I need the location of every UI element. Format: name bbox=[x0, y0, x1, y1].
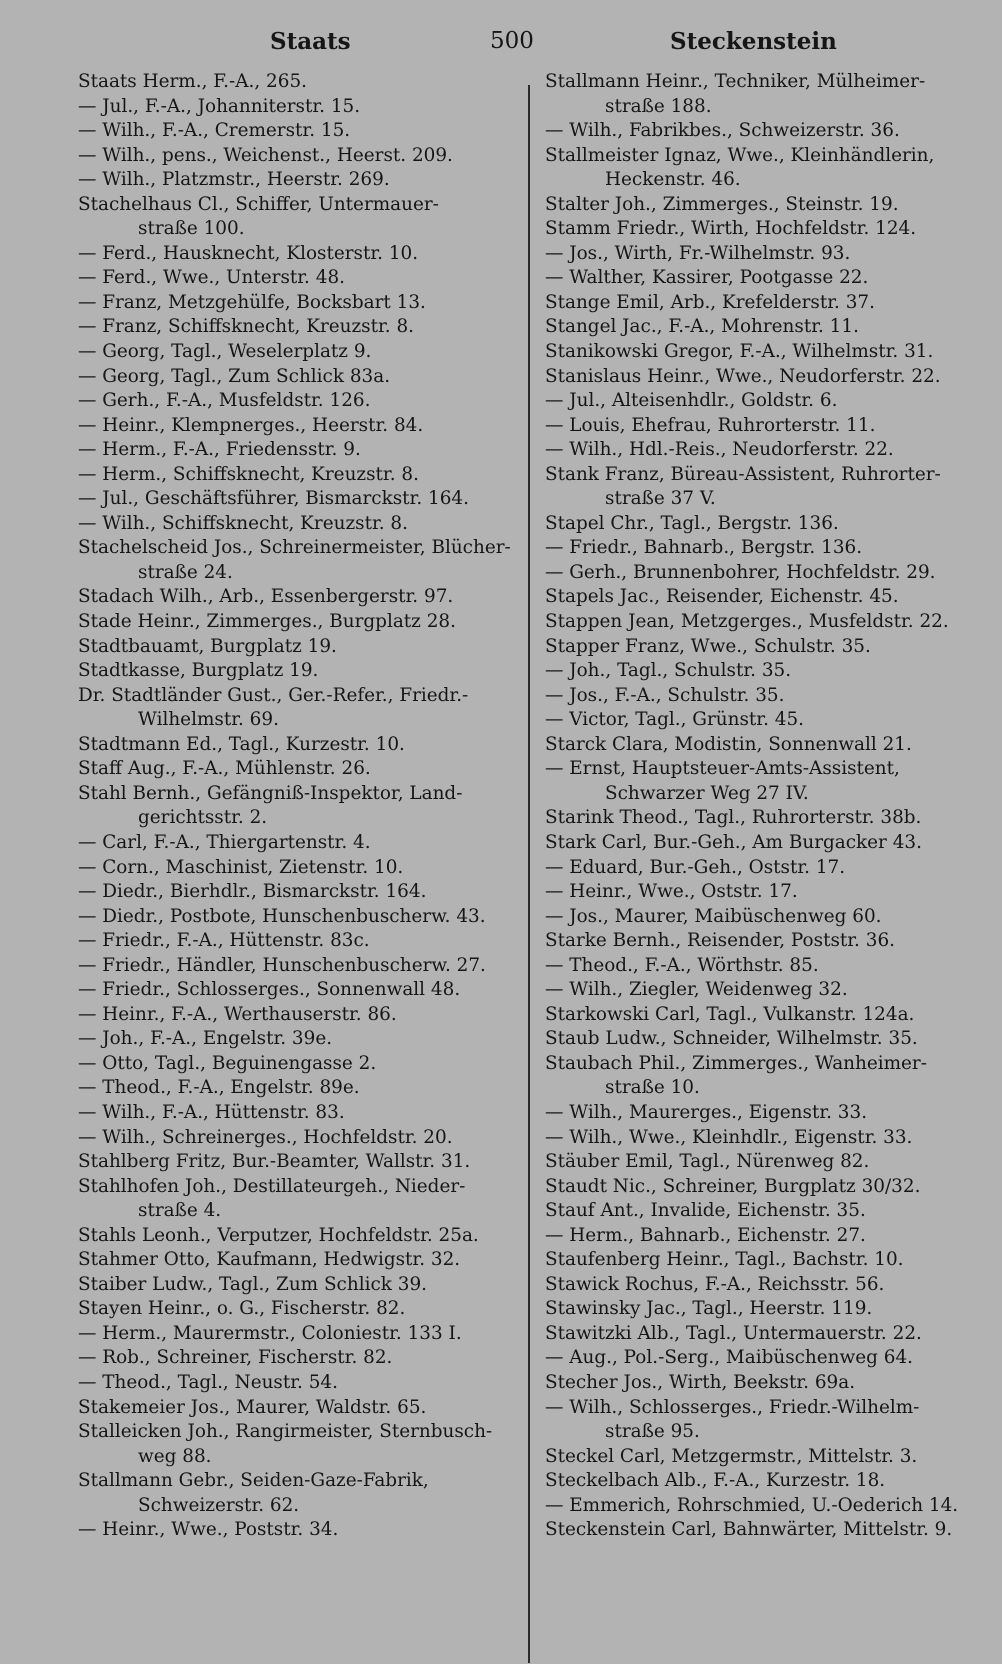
entry-line: Stauf Ant., Invalide, Eichenstr. 35. bbox=[545, 1200, 866, 1222]
entry-line: — Emmerich, Rohrschmied, U.-Oederich 14. bbox=[545, 1494, 959, 1516]
directory-entry bbox=[78, 487, 510, 512]
entry-line: Staiber Ludw., Tagl., Zum Schlick 39. bbox=[78, 1273, 427, 1295]
entry-line: — Wilh., F.-A., Hüttenstr. 83. bbox=[78, 1101, 345, 1123]
entry-line: Stahls Leonh., Verputzer, Hochfeldstr. 25a. bbox=[78, 1224, 479, 1246]
directory-entry bbox=[78, 1371, 510, 1396]
directory-entry bbox=[78, 1175, 510, 1224]
entry-line: — Georg, Tagl., Zum Schlick 83a. bbox=[78, 365, 391, 387]
directory-entry bbox=[78, 144, 510, 169]
directory-entry bbox=[545, 315, 987, 340]
directory-entry bbox=[78, 1420, 510, 1469]
directory-entry bbox=[545, 414, 987, 439]
entry-line: Stakemeier Jos., Maurer, Waldstr. 65. bbox=[78, 1396, 427, 1418]
entry-line: — Louis, Ehefrau, Ruhrorterstr. 11. bbox=[545, 414, 876, 436]
entry-continuation: gerichtsstr. 2. bbox=[138, 807, 268, 829]
directory-entry bbox=[78, 315, 510, 340]
directory-entry bbox=[545, 217, 987, 242]
directory-entry bbox=[78, 1003, 510, 1028]
directory-entry bbox=[78, 856, 510, 881]
entry-line: Stahl Bernh., Gefängniß-Inspektor, Land- bbox=[78, 782, 463, 804]
entry-line: — Wilh., F.-A., Cremerstr. 15. bbox=[78, 120, 351, 142]
directory-entry bbox=[545, 1273, 987, 1298]
entry-line: Staubach Phil., Zimmerges., Wanheimer- bbox=[545, 1052, 927, 1074]
directory-entry bbox=[545, 1224, 987, 1249]
entry-line: Stawitzki Alb., Tagl., Untermauerstr. 22. bbox=[545, 1322, 922, 1344]
directory-entry bbox=[545, 880, 987, 905]
entry-continuation: straße 188. bbox=[605, 95, 712, 117]
directory-entry bbox=[545, 1371, 987, 1396]
directory-entry bbox=[78, 389, 510, 414]
entry-line: — Heinr., Wwe., Poststr. 34. bbox=[78, 1519, 339, 1541]
entry-line: — Jul., F.-A., Johanniterstr. 15. bbox=[78, 95, 361, 117]
header-right-keyword: Steckenstein bbox=[670, 28, 837, 55]
entry-line: — Friedr., Schlosserges., Sonnenwall 48. bbox=[78, 979, 461, 1001]
directory-entry bbox=[545, 1199, 987, 1224]
entry-line: — Herm., Maurermstr., Coloniestr. 133 I. bbox=[78, 1322, 462, 1344]
entry-line: — Jul., Alteisenhdlr., Goldstr. 6. bbox=[545, 390, 838, 412]
directory-entry bbox=[78, 635, 510, 660]
entry-line: — Wilh., Schlosserges., Friedr.-Wilhelm- bbox=[545, 1396, 920, 1418]
entry-line: Stangel Jac., F.-A., Mohrenstr. 11. bbox=[545, 316, 859, 338]
directory-entry bbox=[545, 70, 987, 119]
entry-line: — Heinr., F.-A., Werthauserstr. 86. bbox=[78, 1003, 397, 1025]
directory-entry bbox=[545, 708, 987, 733]
directory-entry bbox=[78, 1052, 510, 1077]
directory-entry bbox=[78, 340, 510, 365]
entry-line: Stanislaus Heinr., Wwe., Neudorferstr. 22. bbox=[545, 365, 941, 387]
directory-entry bbox=[78, 831, 510, 856]
directory-entry bbox=[545, 905, 987, 930]
entry-line: Dr. Stadtländer Gust., Ger.-Refer., Friedr.- bbox=[78, 684, 469, 706]
entry-line: Starck Clara, Modistin, Sonnenwall 21. bbox=[545, 733, 912, 755]
entry-line: — Wilh., Schreinerges., Hochfeldstr. 20. bbox=[78, 1126, 453, 1148]
directory-entry bbox=[545, 757, 987, 806]
entry-line: Stalleicken Joh., Rangirmeister, Sternbusch- bbox=[78, 1421, 493, 1443]
directory-entry bbox=[78, 1027, 510, 1052]
directory-entry bbox=[78, 1150, 510, 1175]
entry-continuation: weg 88. bbox=[138, 1445, 212, 1467]
entry-line: Stange Emil, Arb., Krefelderstr. 37. bbox=[545, 291, 875, 313]
entry-line: — Wilh., Wwe., Kleinhdlr., Eigenstr. 33. bbox=[545, 1126, 913, 1148]
entry-line: Steckel Carl, Metzgermstr., Mittelstr. 3. bbox=[545, 1445, 918, 1467]
entry-line: Stachelscheid Jos., Schreinermeister, Blücher- bbox=[78, 537, 511, 559]
entry-line: — Wilh., Hdl.-Reis., Neudorferstr. 22. bbox=[545, 439, 894, 461]
directory-entry bbox=[78, 536, 510, 585]
entry-continuation: straße 10. bbox=[605, 1077, 700, 1099]
directory-entry bbox=[545, 1297, 987, 1322]
entry-line: Starkowski Carl, Tagl., Vulkanstr. 124a. bbox=[545, 1003, 915, 1025]
entry-line: Stappen Jean, Metzgerges., Musfeldstr. 22. bbox=[545, 611, 949, 633]
entry-line: — Friedr., Händler, Hunschenbuscherw. 27. bbox=[78, 954, 486, 976]
directory-entry bbox=[78, 1273, 510, 1298]
directory-entry bbox=[545, 1150, 987, 1175]
entry-continuation: straße 100. bbox=[138, 218, 245, 240]
directory-entry bbox=[78, 1518, 510, 1543]
directory-entry bbox=[545, 242, 987, 267]
entry-line: — Friedr., F.-A., Hüttenstr. 83c. bbox=[78, 930, 370, 952]
entry-line: Stamm Friedr., Wirth, Hochfeldstr. 124. bbox=[545, 218, 917, 240]
entry-line: — Ferd., Wwe., Unterstr. 48. bbox=[78, 267, 345, 289]
entry-line: Stadtbauamt, Burgplatz 19. bbox=[78, 635, 337, 657]
entry-line: — Joh., F.-A., Engelstr. 39e. bbox=[78, 1028, 333, 1050]
directory-entry bbox=[78, 757, 510, 782]
directory-entry bbox=[545, 561, 987, 586]
directory-entry bbox=[78, 1469, 510, 1518]
directory-entry bbox=[78, 1126, 510, 1151]
page-header bbox=[70, 28, 977, 68]
entry-line: Stank Franz, Büreau-Assistent, Ruhrorter- bbox=[545, 463, 941, 485]
directory-entry bbox=[545, 831, 987, 856]
entry-line: Starink Theod., Tagl., Ruhrorterstr. 38b. bbox=[545, 807, 922, 829]
directory-entry bbox=[545, 193, 987, 218]
left-column bbox=[78, 70, 510, 1543]
directory-entry bbox=[78, 1076, 510, 1101]
entry-line: — Wilh., pens., Weichenst., Heerst. 209. bbox=[78, 144, 453, 166]
directory-entry bbox=[545, 1126, 987, 1151]
directory-entry bbox=[545, 1027, 987, 1052]
entry-line: Stadach Wilh., Arb., Essenbergerstr. 97. bbox=[78, 586, 454, 608]
directory-entry bbox=[545, 536, 987, 561]
entry-line: — Heinr., Klempnerges., Heerstr. 84. bbox=[78, 414, 424, 436]
directory-entry bbox=[78, 291, 510, 316]
directory-entry bbox=[78, 1322, 510, 1347]
directory-entry bbox=[545, 684, 987, 709]
directory-entry bbox=[545, 585, 987, 610]
directory-entry bbox=[78, 1297, 510, 1322]
directory-entry bbox=[78, 782, 510, 831]
directory-entry bbox=[78, 1346, 510, 1371]
entry-line: Steckenstein Carl, Bahnwärter, Mittelstr. 9. bbox=[545, 1519, 953, 1541]
entry-line: — Wilh., Platzmstr., Heerstr. 269. bbox=[78, 169, 390, 191]
entry-line: — Diedr., Postbote, Hunschenbuscherw. 43. bbox=[78, 905, 486, 927]
entry-line: — Franz, Schiffsknecht, Kreuzstr. 8. bbox=[78, 316, 414, 338]
directory-entry bbox=[78, 365, 510, 390]
entry-line: — Wilh., Maurerges., Eigenstr. 33. bbox=[545, 1101, 868, 1123]
entry-line: — Wilh., Schiffsknecht, Kreuzstr. 8. bbox=[78, 512, 408, 534]
directory-entry bbox=[545, 144, 987, 193]
directory-entry bbox=[78, 95, 510, 120]
entry-line: — Jos., Wirth, Fr.-Wilhelmstr. 93. bbox=[545, 242, 851, 264]
entry-line: Stahmer Otto, Kaufmann, Hedwigstr. 32. bbox=[78, 1249, 461, 1271]
directory-entry bbox=[78, 929, 510, 954]
directory-entry bbox=[78, 905, 510, 930]
entry-line: — Herm., F.-A., Friedensstr. 9. bbox=[78, 439, 361, 461]
header-left-keyword: Staats bbox=[270, 28, 351, 55]
directory-entry bbox=[78, 242, 510, 267]
directory-entry bbox=[78, 193, 510, 242]
entry-line: — Diedr., Bierhdlr., Bismarckstr. 164. bbox=[78, 881, 427, 903]
directory-entry bbox=[545, 954, 987, 979]
directory-entry bbox=[78, 684, 510, 733]
directory-entry bbox=[545, 929, 987, 954]
entry-line: Stawinsky Jac., Tagl., Heerstr. 119. bbox=[545, 1298, 873, 1320]
directory-entry bbox=[545, 1322, 987, 1347]
directory-entry bbox=[78, 414, 510, 439]
directory-entry bbox=[78, 954, 510, 979]
entry-line: Stahlhofen Joh., Destillateurgeh., Nieder- bbox=[78, 1175, 466, 1197]
directory-entry bbox=[545, 512, 987, 537]
directory-entry bbox=[545, 610, 987, 635]
directory-entry bbox=[78, 880, 510, 905]
entry-line: Stallmann Gebr., Seiden-Gaze-Fabrik, bbox=[78, 1470, 429, 1492]
entry-line: Stapper Franz, Wwe., Schulstr. 35. bbox=[545, 635, 871, 657]
directory-entry bbox=[545, 340, 987, 365]
entry-line: Stachelhaus Cl., Schiffer, Untermauer- bbox=[78, 193, 439, 215]
entry-line: — Heinr., Wwe., Oststr. 17. bbox=[545, 881, 798, 903]
directory-entry bbox=[545, 1003, 987, 1028]
entry-line: — Jos., F.-A., Schulstr. 35. bbox=[545, 684, 785, 706]
directory-entry bbox=[78, 1224, 510, 1249]
page-number: 500 bbox=[490, 28, 534, 54]
entry-line: Staub Ludw., Schneider, Wilhelmstr. 35. bbox=[545, 1028, 918, 1050]
entry-line: Stapels Jac., Reisender, Eichenstr. 45. bbox=[545, 586, 899, 608]
entry-line: Stadtkasse, Burgplatz 19. bbox=[78, 660, 319, 682]
directory-entry bbox=[545, 1469, 987, 1494]
directory-entry bbox=[78, 659, 510, 684]
directory-entry bbox=[545, 1445, 987, 1470]
entry-line: Stalter Joh., Zimmerges., Steinstr. 19. bbox=[545, 193, 899, 215]
directory-entry bbox=[545, 291, 987, 316]
entry-continuation: Wilhelmstr. 69. bbox=[138, 709, 279, 731]
directory-entry bbox=[78, 463, 510, 488]
entry-line: Stade Heinr., Zimmerges., Burgplatz 28. bbox=[78, 611, 456, 633]
directory-entry bbox=[78, 1396, 510, 1421]
entry-continuation: Heckenstr. 46. bbox=[605, 169, 741, 191]
entry-continuation: straße 37 V. bbox=[605, 488, 716, 510]
entry-line: Stahlberg Fritz, Bur.-Beamter, Wallstr. 31. bbox=[78, 1151, 471, 1173]
entry-line: Stäuber Emil, Tagl., Nürenweg 82. bbox=[545, 1151, 870, 1173]
directory-entry bbox=[545, 389, 987, 414]
entry-line: — Franz, Metzgehülfe, Bocksbart 13. bbox=[78, 291, 426, 313]
entry-line: Staudt Nic., Schreiner, Burgplatz 30/32. bbox=[545, 1175, 921, 1197]
directory-entry bbox=[545, 856, 987, 881]
directory-entry bbox=[78, 438, 510, 463]
entry-line: — Eduard, Bur.-Geh., Oststr. 17. bbox=[545, 856, 846, 878]
entry-line: — Wilh., Fabrikbes., Schweizerstr. 36. bbox=[545, 120, 900, 142]
entry-line: Stecher Jos., Wirth, Beekstr. 69a. bbox=[545, 1371, 856, 1393]
directory-entry bbox=[545, 1248, 987, 1273]
directory-entry bbox=[545, 266, 987, 291]
entry-line: — Corn., Maschinist, Zietenstr. 10. bbox=[78, 856, 404, 878]
directory-entry bbox=[545, 1494, 987, 1519]
directory-entry bbox=[78, 1101, 510, 1126]
entry-line: Stapel Chr., Tagl., Bergstr. 136. bbox=[545, 512, 839, 534]
entry-line: — Carl, F.-A., Thiergartenstr. 4. bbox=[78, 831, 371, 853]
entry-line: Stallmeister Ignaz, Wwe., Kleinhändlerin, bbox=[545, 144, 935, 166]
entry-line: — Theod., F.-A., Engelstr. 89e. bbox=[78, 1077, 360, 1099]
directory-entry bbox=[78, 733, 510, 758]
directory-entry bbox=[545, 1175, 987, 1200]
directory-entry bbox=[545, 659, 987, 684]
entry-line: — Aug., Pol.-Serg., Maibüschenweg 64. bbox=[545, 1347, 913, 1369]
entry-line: — Rob., Schreiner, Fischerstr. 82. bbox=[78, 1347, 393, 1369]
directory-entry bbox=[545, 1518, 987, 1543]
directory-entry bbox=[545, 806, 987, 831]
directory-entry bbox=[78, 266, 510, 291]
entry-line: — Theod., F.-A., Wörthstr. 85. bbox=[545, 954, 819, 976]
directory-entry bbox=[545, 1396, 987, 1445]
entry-line: — Jos., Maurer, Maibüschenweg 60. bbox=[545, 905, 882, 927]
directory-entry bbox=[78, 119, 510, 144]
directory-entry bbox=[545, 365, 987, 390]
directory-entry bbox=[78, 978, 510, 1003]
directory-entry bbox=[78, 512, 510, 537]
directory-entry bbox=[78, 585, 510, 610]
directory-entry bbox=[545, 978, 987, 1003]
entry-line: Stawick Rochus, F.-A., Reichsstr. 56. bbox=[545, 1273, 885, 1295]
entry-continuation: straße 24. bbox=[138, 561, 233, 583]
entry-line: — Jul., Geschäftsführer, Bismarckstr. 164. bbox=[78, 488, 469, 510]
directory-entry bbox=[78, 70, 510, 95]
directory-entry bbox=[78, 1248, 510, 1273]
entry-line: — Ernst, Hauptsteuer-Amts-Assistent, bbox=[545, 758, 900, 780]
entry-line: — Gerh., F.-A., Musfeldstr. 126. bbox=[78, 390, 371, 412]
entry-line: — Joh., Tagl., Schulstr. 35. bbox=[545, 660, 792, 682]
entry-line: Steckelbach Alb., F.-A., Kurzestr. 18. bbox=[545, 1470, 886, 1492]
entry-line: Stark Carl, Bur.-Geh., Am Burgacker 43. bbox=[545, 831, 922, 853]
entry-line: — Ferd., Hausknecht, Klosterstr. 10. bbox=[78, 242, 419, 264]
directory-entry bbox=[545, 119, 987, 144]
entry-line: Stadtmann Ed., Tagl., Kurzestr. 10. bbox=[78, 733, 405, 755]
right-column bbox=[545, 70, 987, 1543]
entry-line: — Gerh., Brunnenbohrer, Hochfeldstr. 29. bbox=[545, 561, 936, 583]
entry-line: — Wilh., Ziegler, Weidenweg 32. bbox=[545, 979, 848, 1001]
entry-line: Stanikowski Gregor, F.-A., Wilhelmstr. 31. bbox=[545, 341, 934, 363]
entry-line: — Walther, Kassirer, Pootgasse 22. bbox=[545, 267, 869, 289]
entry-line: — Georg, Tagl., Weselerplatz 9. bbox=[78, 341, 372, 363]
entry-line: Stallmann Heinr., Techniker, Mülheimer- bbox=[545, 71, 926, 92]
directory-entry bbox=[545, 733, 987, 758]
directory-entry bbox=[78, 610, 510, 635]
entry-line: — Theod., Tagl., Neustr. 54. bbox=[78, 1371, 338, 1393]
entry-line: — Herm., Bahnarb., Eichenstr. 27. bbox=[545, 1224, 866, 1246]
entry-line: — Herm., Schiffsknecht, Kreuzstr. 8. bbox=[78, 463, 419, 485]
entry-line: — Victor, Tagl., Grünstr. 45. bbox=[545, 709, 805, 731]
entry-line: Staats Herm., F.-A., 265. bbox=[78, 71, 308, 92]
directory-entry bbox=[545, 463, 987, 512]
entry-line: — Friedr., Bahnarb., Bergstr. 136. bbox=[545, 537, 863, 559]
directory-entry bbox=[545, 1346, 987, 1371]
entry-line: Staufenberg Heinr., Tagl., Bachstr. 10. bbox=[545, 1249, 904, 1271]
entry-line: Stayen Heinr., o. G., Fischerstr. 82. bbox=[78, 1298, 406, 1320]
entry-line: Staff Aug., F.-A., Mühlenstr. 26. bbox=[78, 758, 371, 780]
directory-entry bbox=[78, 168, 510, 193]
entry-continuation: straße 95. bbox=[605, 1421, 700, 1443]
entry-line: — Otto, Tagl., Beguinengasse 2. bbox=[78, 1052, 377, 1074]
directory-entry bbox=[545, 635, 987, 660]
directory-entry bbox=[545, 438, 987, 463]
column-divider bbox=[528, 85, 530, 1663]
entry-line: Starke Bernh., Reisender, Poststr. 36. bbox=[545, 930, 895, 952]
entry-continuation: Schwarzer Weg 27 IV. bbox=[605, 782, 809, 804]
entry-continuation: Schweizerstr. 62. bbox=[138, 1494, 300, 1516]
directory-entry bbox=[545, 1052, 987, 1101]
directory-entry bbox=[545, 1101, 987, 1126]
entry-continuation: straße 4. bbox=[138, 1200, 222, 1222]
